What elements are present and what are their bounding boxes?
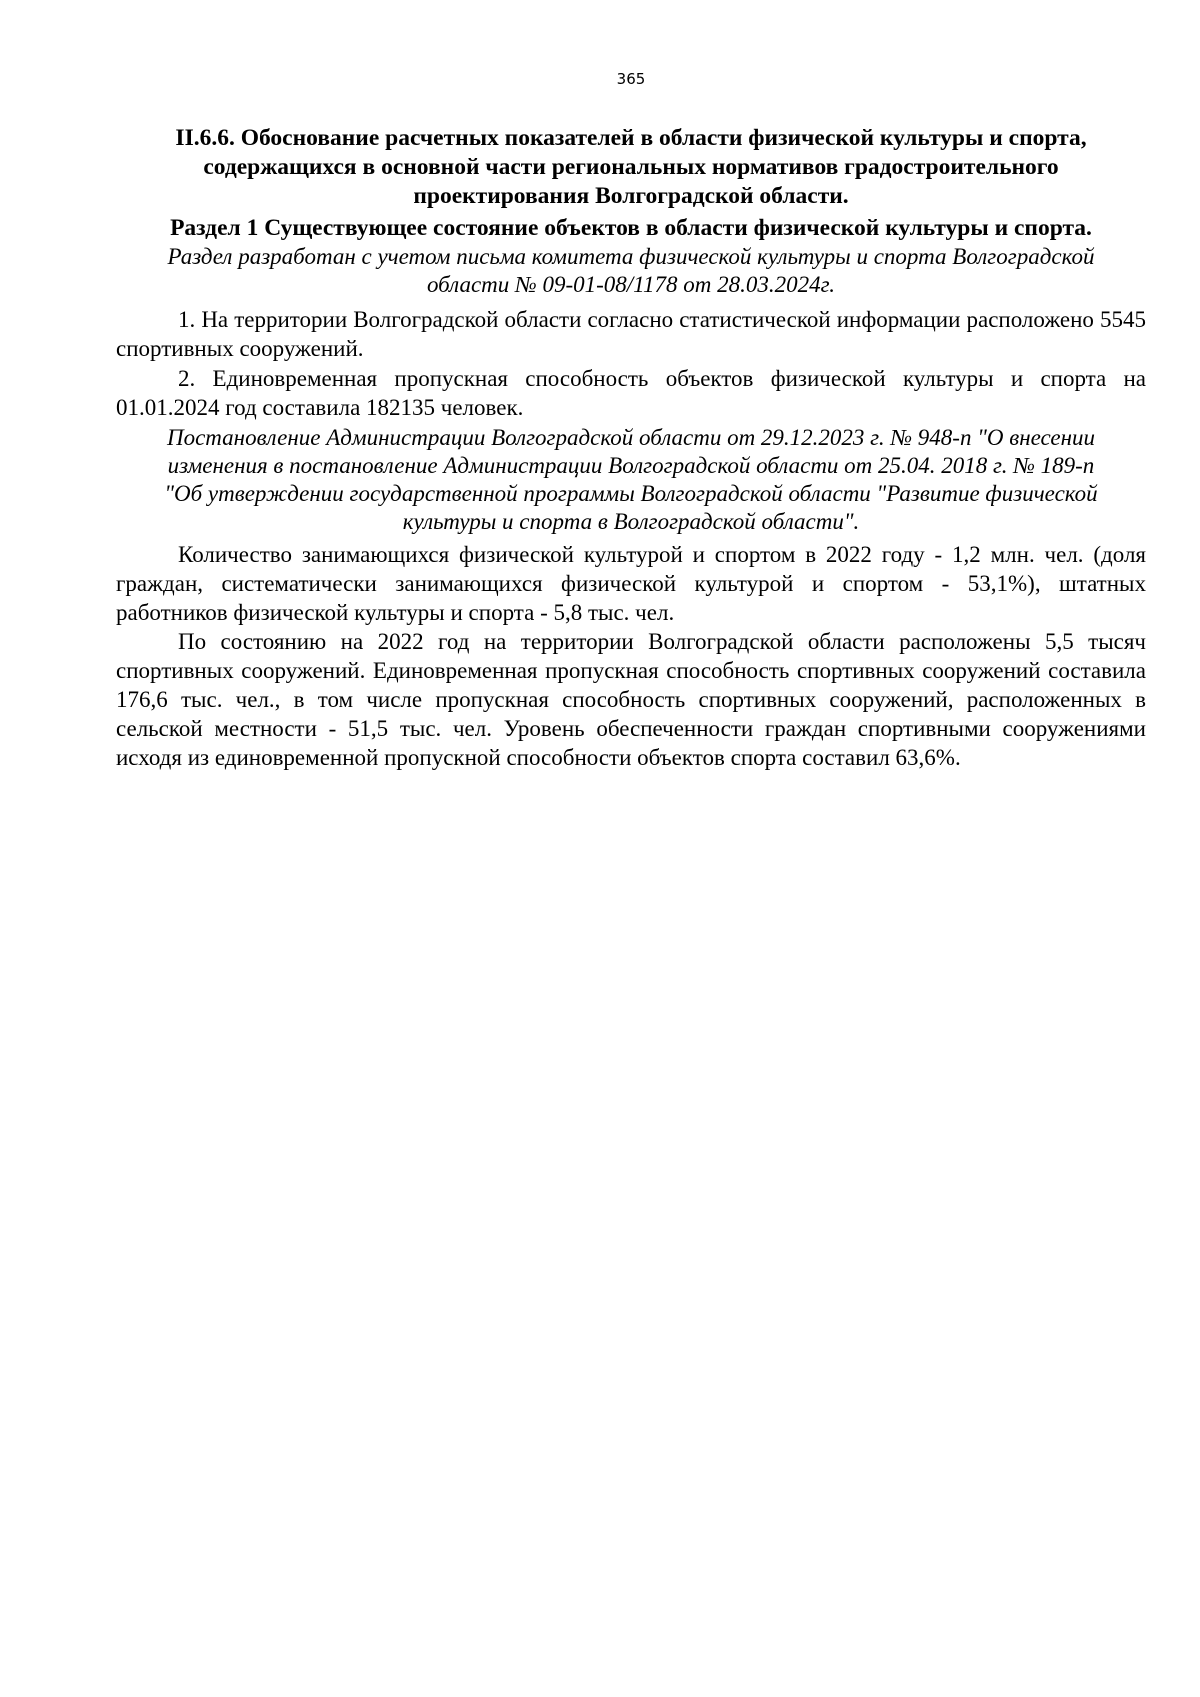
resolution-note-line-4: культуры и спорта в Волгоградской области". <box>402 509 860 534</box>
title-line-3: проектирования Волгоградской области. <box>413 183 849 209</box>
title-line-2: содержащихся в основной части региональных нормативов градостроительного <box>203 154 1059 180</box>
document-title <box>116 124 1146 211</box>
paragraph-capacity: 2. Единовременная пропускная способность объектов физической культуры и спорта на 01.01.2024 год составила 182135 человек. <box>116 366 1146 420</box>
title-line-1: II.6.6. Обоснование расчетных показателей в области физической культуры и спорта, <box>175 125 1087 151</box>
source-note-line-1: Раздел разработан с учетом письма комитета физической культуры и спорта Волгоградской <box>167 244 1095 269</box>
page-number: 365 <box>616 70 646 88</box>
source-note <box>116 243 1146 299</box>
resolution-note-line-1: Постановление Администрации Волгоградской области от 29.12.2023 г. № 948-п "О внесении <box>166 425 1096 450</box>
paragraph-participants: Количество занимающихся физической культурой и спортом в 2022 году - 1,2 млн. чел. (доля граждан, систематически занимающихся физической культурой и спортом - 53,1%), штатных работников физической культуры и спорта - 5,8 тыс. чел. <box>116 542 1146 625</box>
paragraph-sports-facilities-count: 1. На территории Волгоградской области согласно статистической информации расположено 5545 спортивных сооружений. <box>116 307 1146 361</box>
section-heading: Раздел 1 Существующее состояние объектов в области физической культуры и спорта. <box>170 215 1092 241</box>
resolution-note-line-3: "Об утверждении государственной программы Волгоградской области "Развитие физической <box>164 481 1098 506</box>
source-note-line-2: области № 09-01-08/1178 от 28.03.2024г. <box>426 272 836 297</box>
resolution-note <box>116 424 1146 536</box>
resolution-note-line-2: изменения в постановление Администрации Волгоградской области от 25.04. 2018 г. № 189-п <box>167 453 1095 478</box>
paragraph-2022-status: По состоянию на 2022 год на территории Волгоградской области расположены 5,5 тысяч спортивных сооружений. Единовременная пропускная способность спортивных сооружений составила 176,6 тыс. чел., в том числе пропускная способность спортивных сооружений, расположенных в сельской местности - 51,5 тыс. чел. Уровень обеспеченности граждан спортивными сооружениями исходя из единовременной пропускной способности объектов спорта составил 63,6%. <box>116 629 1146 770</box>
